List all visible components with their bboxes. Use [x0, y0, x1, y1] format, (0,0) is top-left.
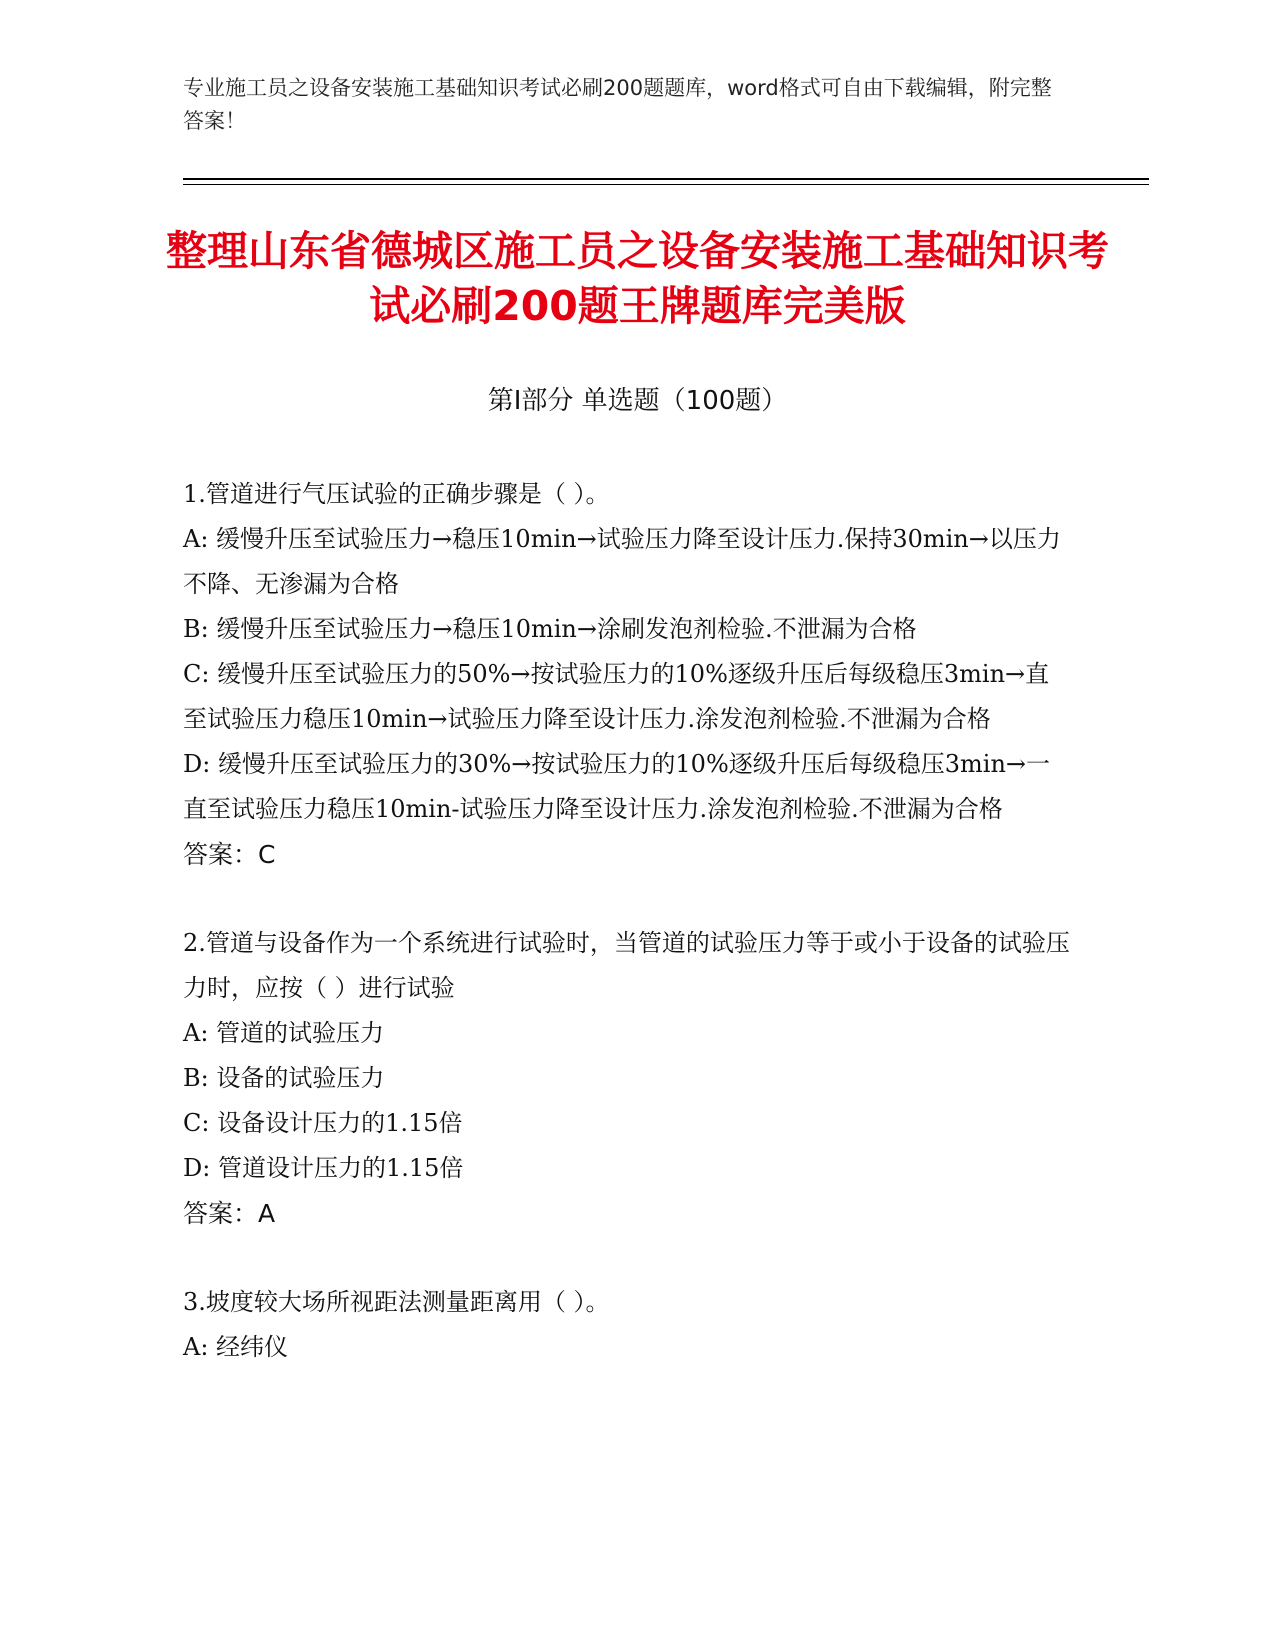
- option-a: A: 缓慢升压至试验压力→稳压10min→试验压力降至设计压力.保持30min→以压力不降、无渗漏为合格: [183, 525, 1061, 598]
- option-c: C: 缓慢升压至试验压力的50%→按试验压力的10%逐级升压后每级稳压3min→直至试验压力稳压10min→试验压力降至设计压力.涂发泡剂检验.不泄漏为合格: [183, 660, 1050, 733]
- header-divider-thin: [183, 184, 1149, 185]
- section-title: 第Ⅰ部分 单选题（100题）: [487, 386, 788, 416]
- answer-label: 答案：C: [183, 840, 276, 869]
- option-d: D: 管道设计压力的1.15倍: [183, 1154, 464, 1182]
- question-3: [183, 1280, 1073, 1370]
- option-b: B: 设备的试验压力: [183, 1064, 385, 1092]
- option-b: B: 缓慢升压至试验压力→稳压10min→涂刷发泡剂检验.不泄漏为合格: [183, 615, 917, 643]
- question-stem: 3.坡度较大场所视距法测量距离用（ ）。: [183, 1288, 610, 1316]
- question-1: [183, 472, 1073, 877]
- header-note: 专业施工员之设备安装施工基础知识考试必刷200题题库，word格式可自由下载编辑，附完整答案！: [183, 76, 1052, 133]
- question-list: [183, 472, 1073, 1414]
- question-stem: 1.管道进行气压试验的正确步骤是（ ）。: [183, 480, 610, 508]
- option-a: A: 经纬仪: [183, 1333, 289, 1361]
- question-stem: 2.管道与设备作为一个系统进行试验时，当管道的试验压力等于或小于设备的试验压力时，应按（ ）进行试验: [183, 929, 1070, 1002]
- option-a: A: 管道的试验压力: [183, 1019, 385, 1047]
- question-2: [183, 921, 1073, 1236]
- answer-label: 答案：A: [183, 1199, 276, 1228]
- header-divider-thick: [183, 178, 1149, 180]
- option-d: D: 缓慢升压至试验压力的30%→按试验压力的10%逐级升压后每级稳压3min→一直至试验压力稳压10min-试验压力降至设计压力.涂发泡剂检验.不泄漏为合格: [183, 750, 1051, 823]
- option-c: C: 设备设计压力的1.15倍: [183, 1109, 463, 1137]
- document-title: 整理山东省德城区施工员之设备安装施工基础知识考试必刷200题王牌题库完美版: [166, 227, 1109, 330]
